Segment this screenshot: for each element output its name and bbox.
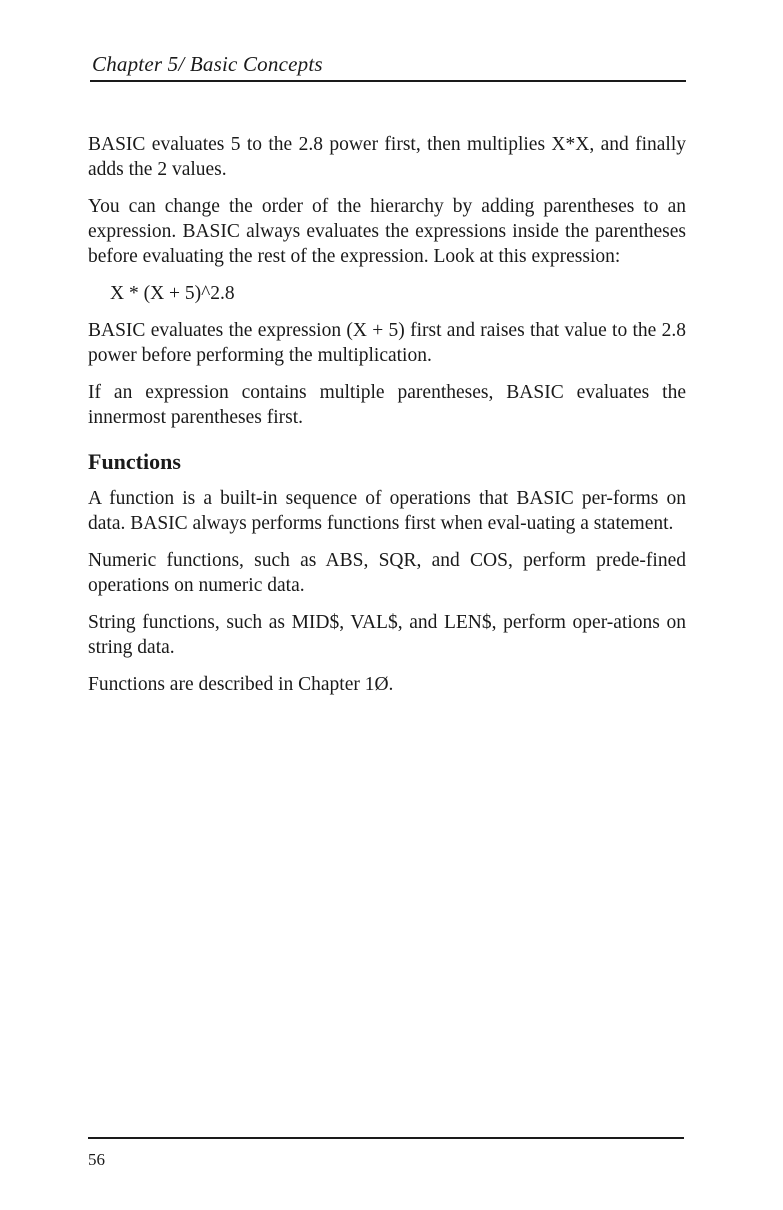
paragraph-nested-parentheses: If an expression contains multiple parentheses, BASIC evaluates the innermost parentheses first. [88, 382, 686, 428]
footer-rule [88, 1137, 684, 1139]
header-rule [90, 80, 686, 82]
paragraph-string-functions: String functions, such as MID$, VAL$, and LEN$, perform oper-ations on string data. [88, 612, 686, 658]
page-number: 56 [88, 1150, 105, 1169]
paragraph-functions-reference: Functions are described in Chapter 1Ø. [88, 674, 394, 695]
paragraph-function-definition: A function is a built-in sequence of operations that BASIC per-forms on data. BASIC always performs functions first when eval-uating a statement. [88, 488, 686, 534]
paragraph-parentheses-evaluation: BASIC evaluates the expression (X + 5) first and raises that value to the 2.8 power before performing the multiplication. [88, 320, 686, 366]
page-body [88, 132, 686, 709]
running-head: Chapter 5/ Basic Concepts [92, 52, 323, 76]
section-heading-functions: Functions [88, 449, 181, 474]
example-expression: X * (X + 5)^2.8 [110, 283, 235, 304]
paragraph-parentheses-hierarchy: You can change the order of the hierarchy by adding parentheses to an expression. BASIC always evaluates the expressions inside the parentheses before evaluating the rest of the expression. Look at this expression: [88, 196, 686, 267]
paragraph-numeric-functions: Numeric functions, such as ABS, SQR, and COS, perform prede-fined operations on numeric data. [88, 550, 686, 596]
paragraph-evaluation-order: BASIC evaluates 5 to the 2.8 power first, then multiplies X*X, and finally adds the 2 values. [88, 134, 686, 180]
